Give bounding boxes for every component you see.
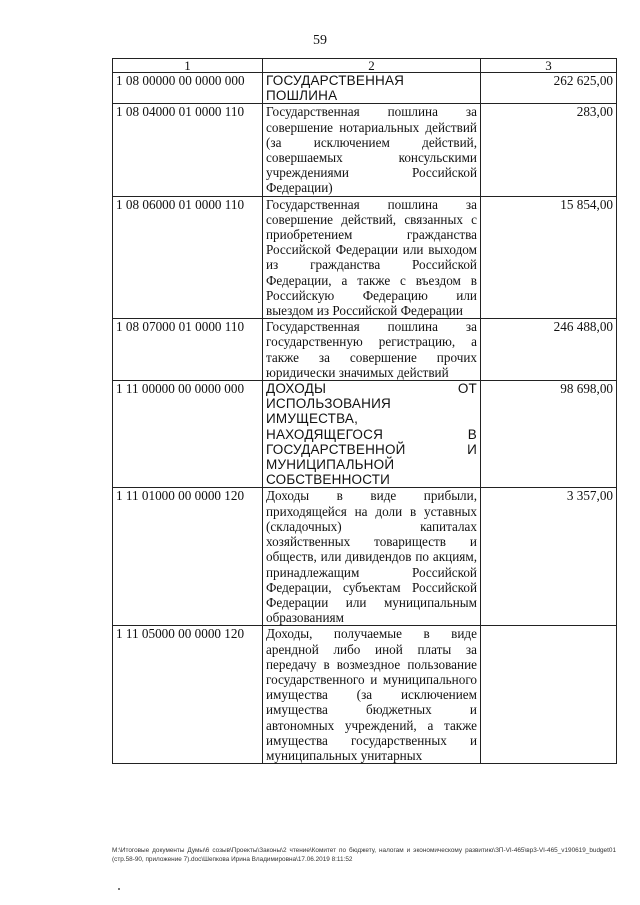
budget-table: [112, 58, 617, 764]
income-description-cell: Государственная пошлина за государственную регистрацию, а также за совершение прочих юридически значимых действий: [263, 319, 481, 381]
income-description-cell: ГОСУДАРСТВЕННАЯ ПОШЛИНА: [263, 73, 481, 104]
amount-cell: 3 357,00: [481, 488, 617, 626]
table-row: [113, 381, 617, 488]
budget-code-cell: 1 08 06000 01 0000 110: [113, 196, 263, 319]
table-row: [113, 196, 617, 319]
file-path-footer: М:\Итоговые документы Думы\6 созыв\Проекты\Законы\2 чтение\Комитет по бюджету, налогам и экономическому развитию\ЗП-VI-465\вр3-VI-465_v190619_budget01 (стр.58-90, приложение 7).doc\Шепкова Ирина Владимировна\17.06.2019 8:11:52: [112, 847, 616, 863]
income-description-cell: Государственная пошлина за совершение действий, связанных с приобретением гражданства Российской Федерации или выходом из гражданства Российской Федерации, а также с въездом в Российскую Федерацию или выездом из Российской Федерации: [263, 196, 481, 319]
budget-code-cell: 1 08 00000 00 0000 000: [113, 73, 263, 104]
table-row: [113, 319, 617, 381]
amount-cell: 98 698,00: [481, 381, 617, 488]
table-row: [113, 104, 617, 196]
budget-code-cell: 1 08 04000 01 0000 110: [113, 104, 263, 196]
budget-code-cell: 1 08 07000 01 0000 110: [113, 319, 263, 381]
amount-cell: [481, 626, 617, 764]
table-header-row: [113, 59, 617, 73]
amount-cell: 246 488,00: [481, 319, 617, 381]
amount-cell: 262 625,00: [481, 73, 617, 104]
table-row: [113, 73, 617, 104]
header-col-3: 3: [481, 59, 617, 73]
amount-cell: 15 854,00: [481, 196, 617, 319]
income-description-cell: Государственная пошлина за совершение нотариальных действий (за исключением действий, совершаемых консульскими учреждениями Российской Федерации): [263, 104, 481, 196]
table-row: [113, 626, 617, 764]
income-description-cell: Доходы в виде прибыли, приходящейся на доли в уставных (складочных) капиталах хозяйственных товариществ и обществ, или дивидендов по акциям, принадлежащим Российской Федерации, субъектам Российской Федерации или муниципальным образованиям: [263, 488, 481, 626]
amount-cell: 283,00: [481, 104, 617, 196]
header-col-2: 2: [263, 59, 481, 73]
page-number: 59: [313, 33, 327, 48]
budget-code-cell: 1 11 00000 00 0000 000: [113, 381, 263, 488]
budget-code-cell: 1 11 01000 00 0000 120: [113, 488, 263, 626]
budget-code-cell: 1 11 05000 00 0000 120: [113, 626, 263, 764]
table-row: [113, 488, 617, 626]
scan-speck: [118, 888, 120, 890]
income-description-cell: Доходы, получаемые в виде арендной либо иной платы за передачу в возмездное пользование государственного и муниципального имущества (за исключением имущества бюджетных и автономных учреждений, а также имущества государственных и муниципальных унитарных: [263, 626, 481, 764]
income-description-cell: ДОХОДЫ ОТ ИСПОЛЬЗОВАНИЯ ИМУЩЕСТВА, НАХОДЯЩЕГОСЯ В ГОСУДАРСТВЕННОЙ И МУНИЦИПАЛЬНОЙ СОБСТВЕННОСТИ: [263, 381, 481, 488]
header-col-1: 1: [113, 59, 263, 73]
